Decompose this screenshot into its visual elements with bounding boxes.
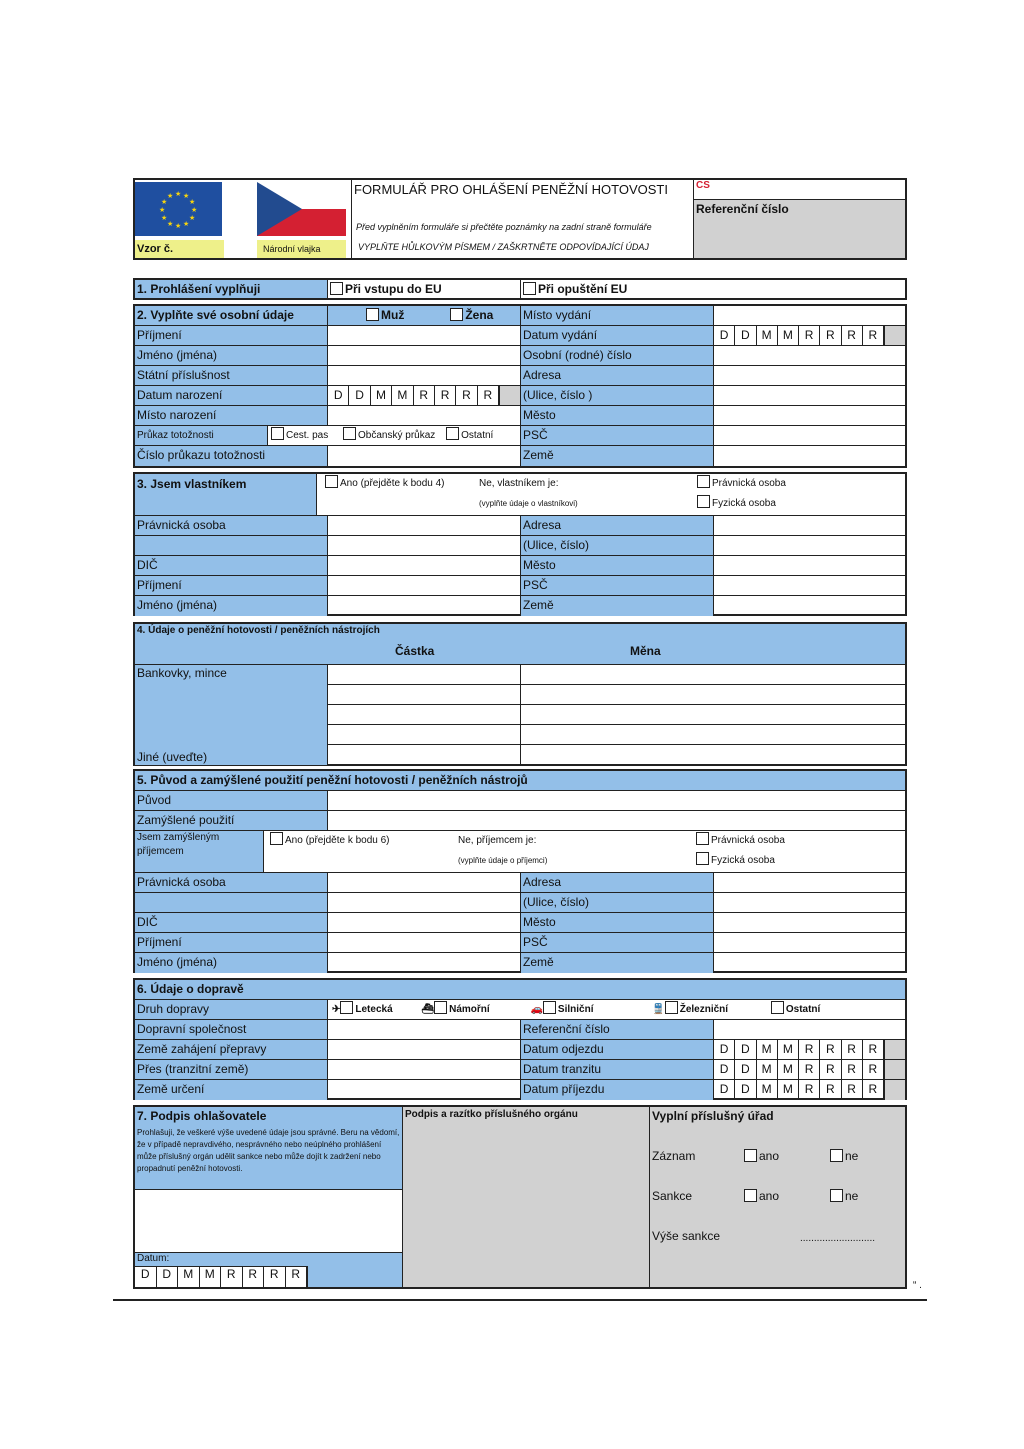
ref-area [694,180,905,258]
transport-type-label: Druh dopravy [135,1000,328,1019]
date-cell[interactable]: R [243,1267,265,1287]
signature-field[interactable] [135,1189,402,1253]
other-transport-label: Ostatní [785,1004,821,1015]
recipient-street-field[interactable] [714,893,905,912]
sanction-amount-label: Výše sankce [652,1229,721,1243]
checkbox-icon[interactable] [744,1189,757,1202]
sanction-yes-label: ano [759,1189,780,1203]
owner-surname-field[interactable] [328,576,521,595]
owner-options [317,474,905,515]
date-cell[interactable]: D [349,386,370,405]
s1-label: 1. Prohlášení vyplňuji [135,280,328,298]
date-cell[interactable]: R [799,1060,820,1079]
date-cell[interactable]: R [456,386,477,405]
form-title: FORMULÁŘ PRO OHLÁŠENÍ PENĚŽNÍ HOTOVOSTI [354,182,668,197]
checkbox-icon[interactable] [270,832,283,845]
s5-label: 5. Původ a zamýšlené použití peněžní hotovosti / peněžních nástrojů [135,771,905,790]
svg-text:★: ★ [161,198,168,206]
currency-field[interactable] [521,665,905,684]
svg-text:★: ★ [183,192,190,200]
birth-place-field[interactable] [328,406,521,425]
stamp-area[interactable] [403,1107,650,1287]
owner-name-label: Jméno (jména) [135,596,328,616]
bottom-rule [113,1299,927,1301]
personal-id-label: Osobní (rodné) číslo [521,346,714,365]
surname-field[interactable] [328,326,521,345]
exit-option[interactable] [521,280,905,298]
recipient-legal-label: Právnická osoba [135,873,328,892]
id-type-label: Průkaz totožnosti [135,426,268,445]
destination-label: Země určení [135,1080,328,1100]
owner-zip-label: PSČ [521,576,714,595]
street-label: (Ulice, číslo ) [521,386,714,405]
date-cell[interactable]: M [757,1040,778,1059]
departure-date-label: Datum odjezdu [521,1040,714,1059]
date-cell[interactable]: M [392,386,413,405]
date-cell[interactable]: R [264,1267,286,1287]
amount-field[interactable] [328,705,521,724]
recipient-city-label: Město [521,913,714,932]
owner-street-label: (Ulice, číslo) [521,536,714,555]
record-yes-label: ano [759,1149,780,1163]
issue-place-field[interactable] [714,306,905,325]
owner-country-field[interactable] [714,596,905,616]
currency-field[interactable] [521,725,905,744]
checkbox-icon[interactable] [450,308,463,321]
zip-label: PSČ [521,426,714,445]
date-cell[interactable]: D [714,1040,735,1059]
recipient-legal-field[interactable] [328,873,521,892]
plane-icon: ✈ [332,1004,341,1015]
city-label: Město [521,406,714,425]
checkbox-icon[interactable] [665,1001,678,1014]
checkbox-icon[interactable] [830,1149,843,1162]
owner-address-field[interactable] [714,516,905,535]
destination-field[interactable] [328,1080,521,1100]
transport-ref-field[interactable] [714,1020,905,1039]
section-7 [133,1105,907,1289]
checkbox-icon[interactable] [697,475,710,488]
road-label: Silniční [557,1004,594,1015]
recipient-tax-field[interactable] [328,913,521,932]
s3-label: 3. Jsem vlastníkem [135,474,317,515]
currency-header: Měna [630,644,661,658]
date-cell[interactable]: R [435,386,456,405]
date-cell[interactable]: D [135,1267,157,1287]
recipient-name-field[interactable] [328,953,521,973]
carrier-label: Dopravní společnost [135,1020,328,1039]
recipient-zip-field[interactable] [714,933,905,952]
checkbox-icon[interactable] [523,282,536,295]
address-label: Adresa [521,366,714,385]
declaration-text: Prohlašuji, že veškeré výše uvedené údaje jsou správné. Beru na vědomí, že v případě nepravdivého, nesprávného nebo neúplného prohlášení může příslušný orgán udělit sankce nebo může dojít k zadržení nebo propadnutí peněžní hotovosti. [137,1128,400,1173]
section-6 [133,978,907,1100]
recipient-legal-field-2[interactable] [328,893,521,912]
date-cell[interactable]: D [735,1060,756,1079]
date-cell[interactable]: R [842,1040,863,1059]
section-3 [133,472,907,616]
currency-field[interactable] [521,685,905,704]
amount-field[interactable] [328,685,521,704]
transit-date-label: Datum tranzitu [521,1060,714,1079]
birth-place-label: Místo narození [135,406,328,425]
gender-options [328,306,521,325]
recipient-name-label: Jméno (jména) [135,953,328,973]
sanction-amount-field[interactable]: ........................... [800,1233,876,1244]
transit-date-field[interactable] [714,1060,905,1079]
signature-date-field[interactable] [135,1266,308,1287]
birth-date-field[interactable] [328,386,521,405]
office-label: Vyplní příslušný úřad [652,1109,774,1123]
amount-rows [328,665,905,765]
note-read: Před vyplněním formuláře si přečtěte poznámky na zadní straně formuláře [356,222,652,232]
checkbox-icon[interactable] [330,282,343,295]
note-caps: VYPLŇTE HŮLKOVÝM PÍSMEM / ZAŠKRTNĚTE ODPOVÍDAJÍCÍ ÚDAJ [358,242,649,252]
legal-person-label: Právnická osoba [711,835,785,846]
date-cell[interactable]: R [286,1267,308,1287]
issue-date-label: Datum vydání [521,326,714,345]
zip-field[interactable] [714,426,905,445]
record-label: Záznam [652,1149,696,1163]
checkbox-icon[interactable] [366,308,379,321]
first-name-field[interactable] [328,346,521,365]
recipient-address-label: Adresa [521,873,714,892]
recipient-note: (vyplňte údaje o příjemci) [458,856,548,865]
eu-stars-icon [135,182,222,236]
checkbox-icon[interactable] [343,427,356,440]
date-cell[interactable]: R [799,326,820,345]
cash-label-col [135,665,328,765]
declarant-area [135,1107,403,1287]
date-cell[interactable]: R [221,1267,243,1287]
checkbox-icon[interactable] [696,832,709,845]
owner-country-label: Země [521,596,714,616]
owner-city-label: Město [521,556,714,575]
office-area [650,1107,905,1287]
svg-text:★: ★ [159,206,166,214]
owner-legal-label-2 [135,536,328,555]
date-cell[interactable]: M [778,1080,799,1100]
departure-country-field[interactable] [328,1040,521,1059]
id-type-options [268,426,521,445]
checkbox-icon[interactable] [696,852,709,865]
country-field[interactable] [714,446,905,466]
date-cell[interactable]: R [414,386,435,405]
svg-text:★: ★ [191,206,198,214]
street-field[interactable] [714,386,905,405]
checkbox-icon[interactable] [434,1001,447,1014]
owner-zip-field[interactable] [714,576,905,595]
nationality-field[interactable] [328,366,521,385]
owner-legal-field[interactable] [328,516,521,535]
date-cell[interactable]: D [714,326,735,345]
date-cell[interactable]: R [820,326,841,345]
date-cell[interactable]: R [863,1040,884,1059]
recipient-yes-label: Ano (přejděte k bodu 6) [285,835,390,846]
date-cell[interactable]: D [735,1080,756,1100]
entry-label: Při vstupu do EU [345,282,442,296]
date-cell[interactable]: D [714,1080,735,1100]
checkbox-icon[interactable] [271,427,284,440]
use-field[interactable] [328,811,905,830]
ship-icon: ⛴ [421,1004,435,1015]
checkbox-icon[interactable] [744,1149,757,1162]
checkbox-icon[interactable] [543,1001,556,1014]
amount-field[interactable] [328,725,521,744]
svg-text:★: ★ [161,214,168,222]
arrival-date-label: Datum příjezdu [521,1080,714,1100]
owner-yes-label: Ano (přejděte k bodu 4) [340,478,445,489]
date-cell[interactable]: D [735,326,756,345]
recipient-surname-label: Příjmení [135,933,328,952]
recipient-surname-field[interactable] [328,933,521,952]
date-cell[interactable]: M [778,1060,799,1079]
svg-text:★: ★ [189,198,196,206]
origin-field[interactable] [328,791,905,810]
date-cell[interactable]: R [799,1080,820,1100]
male-label: Muž [381,308,405,322]
czech-flag [257,182,346,236]
date-cell[interactable]: D [735,1040,756,1059]
transit-country-label: Přes (tranzitní země) [135,1060,328,1079]
sanction-no-label: ne [845,1189,859,1203]
date-cell[interactable]: M [757,1080,778,1100]
recipient-street-label: (Ulice, číslo) [521,893,714,912]
owner-address-label: Adresa [521,516,714,535]
date-cell[interactable]: D [328,386,349,405]
date-cell[interactable]: M [757,326,778,345]
id-number-field[interactable] [328,446,521,466]
recipient-country-label: Země [521,953,714,973]
id-number-label: Číslo průkazu totožnosti [135,446,328,466]
stamp-label: Podpis a razítko příslušného orgánu [405,1109,578,1120]
rail-label: Železniční [679,1004,729,1015]
date-cell[interactable]: M [778,326,799,345]
title-area [352,180,694,258]
checkbox-icon[interactable] [446,427,459,440]
form-header [133,178,907,260]
checkbox-icon[interactable] [697,495,710,508]
owner-no-label: Ne, vlastníkem je: [479,478,559,489]
issue-date-field[interactable] [714,326,905,345]
other-label: Jiné (uveďte) [137,750,208,764]
amount-header: Částka [395,644,435,658]
owner-legal-field-2[interactable] [328,536,521,555]
footer-mark: “ . [913,1280,922,1291]
transport-ref-label: Referenční číslo [521,1020,714,1039]
owner-surname-label: Příjmení [135,576,328,595]
date-cell[interactable]: R [842,326,863,345]
date-cell[interactable]: R [863,1080,884,1100]
issue-place-label: Místo vydání [521,306,714,325]
passport-label: Cest. pas [286,430,329,441]
owner-legal-label: Právnická osoba [135,516,328,535]
s4-head [135,624,905,665]
transit-country-field[interactable] [328,1060,521,1079]
recipient-city-field[interactable] [714,913,905,932]
owner-name-field[interactable] [328,596,521,616]
recipient-tax-label: DIČ [135,913,328,932]
owner-note: (vyplňte údaje o vlastníkovi) [479,499,578,508]
date-cell[interactable]: R [820,1060,841,1079]
svg-text:★: ★ [183,220,190,228]
surname-label: Příjmení [135,326,328,345]
date-cell[interactable]: M [778,1040,799,1059]
id-card-label: Občanský průkaz [358,430,436,441]
use-label: Zamýšlené použití [135,811,328,830]
recipient-country-field[interactable] [714,953,905,973]
country-label: Země [521,446,714,466]
car-icon: 🚗 [530,1004,543,1015]
sanction-label: Sankce [652,1189,693,1203]
svg-text:★: ★ [167,192,174,200]
cash-label: Bankovky, mince [137,666,227,680]
svg-text:★: ★ [175,190,182,198]
recipient-zip-label: PSČ [521,933,714,952]
first-name-label: Jméno (jména) [135,346,328,365]
date-cell[interactable]: M [371,386,392,405]
owner-street-field[interactable] [714,536,905,555]
arrival-date-field[interactable] [714,1080,905,1100]
s7-label: 7. Podpis ohlašovatele [137,1109,267,1123]
amount-field[interactable] [328,665,521,684]
svg-text:★: ★ [189,214,196,222]
train-icon: 🚆 [652,1004,665,1015]
recipient-legal-label-2 [135,893,328,912]
date-cell[interactable]: R [820,1080,841,1100]
checkbox-icon[interactable] [830,1189,843,1202]
date-cell[interactable]: R [842,1080,863,1100]
vzor-label: Vzor č. [135,240,224,258]
s6-label: 6. Údaje o dopravě [135,980,905,999]
female-label: Žena [465,308,494,322]
svg-text:★: ★ [167,220,174,228]
date-cell[interactable]: R [842,1060,863,1079]
recipient-options [264,831,905,872]
date-cell[interactable]: R [799,1040,820,1059]
air-label: Letecká [355,1004,393,1015]
date-cell[interactable]: M [178,1267,200,1287]
currency-field[interactable] [521,705,905,724]
owner-tax-field[interactable] [328,556,521,575]
record-no-label: ne [845,1149,859,1163]
s2-label: 2. Vyplňte své osobní údaje [135,306,328,325]
origin-label: Původ [135,791,328,810]
flag-label: Národní vlajka [257,240,346,258]
carrier-field[interactable] [328,1020,521,1039]
date-cell[interactable]: R [820,1040,841,1059]
natural-person-label: Fyzická osoba [711,855,775,866]
eu-flag [135,182,222,236]
date-label: Datum: [137,1253,170,1264]
recipient-no-label: Ne, příjemcem je: [458,835,537,846]
recipient-address-field[interactable] [714,873,905,892]
address-field[interactable] [714,366,905,385]
transport-modes [328,1000,905,1019]
owner-city-field[interactable] [714,556,905,575]
date-cell[interactable]: R [863,326,884,345]
legal-person-label: Právnická osoba [712,478,786,489]
section-2 [133,304,907,468]
ref-label: Referenční číslo [696,202,789,216]
amount-field[interactable] [328,745,521,765]
departure-date-field[interactable] [714,1040,905,1059]
natural-person-label: Fyzická osoba [712,498,776,509]
personal-id-field[interactable] [714,346,905,365]
entry-option[interactable] [328,280,521,298]
date-cell[interactable]: R [478,386,499,405]
owner-tax-label: DIČ [135,556,328,575]
ref-number-field[interactable] [694,200,905,258]
flags-area [135,180,352,258]
nationality-label: Státní příslušnost [135,366,328,385]
section-1 [133,278,907,300]
city-field[interactable] [714,406,905,425]
sea-label: Námořní [449,1004,490,1015]
s4-label: 4. Údaje o peněžní hotovosti / peněžních nástrojích [137,625,380,636]
date-cell[interactable]: R [863,1060,884,1079]
exit-label: Při opuštění EU [538,282,628,296]
date-cell[interactable]: D [157,1267,179,1287]
svg-text:★: ★ [175,222,182,230]
section-5 [133,769,907,973]
departure-country-label: Země zahájení přepravy [135,1040,328,1059]
currency-field[interactable] [521,745,905,765]
date-cell[interactable]: D [714,1060,735,1079]
checkbox-icon[interactable] [771,1001,784,1014]
checkbox-icon[interactable] [340,1001,353,1014]
lang-code: CS [694,180,905,200]
checkbox-icon[interactable] [325,475,338,488]
recipient-label: Jsem zamýšleným příjemcem [135,831,264,872]
section-4 [133,622,907,766]
other-id-label: Ostatní [461,430,494,441]
birth-date-label: Datum narození [135,386,328,405]
date-cell[interactable]: M [200,1267,222,1287]
date-cell[interactable]: M [757,1060,778,1079]
